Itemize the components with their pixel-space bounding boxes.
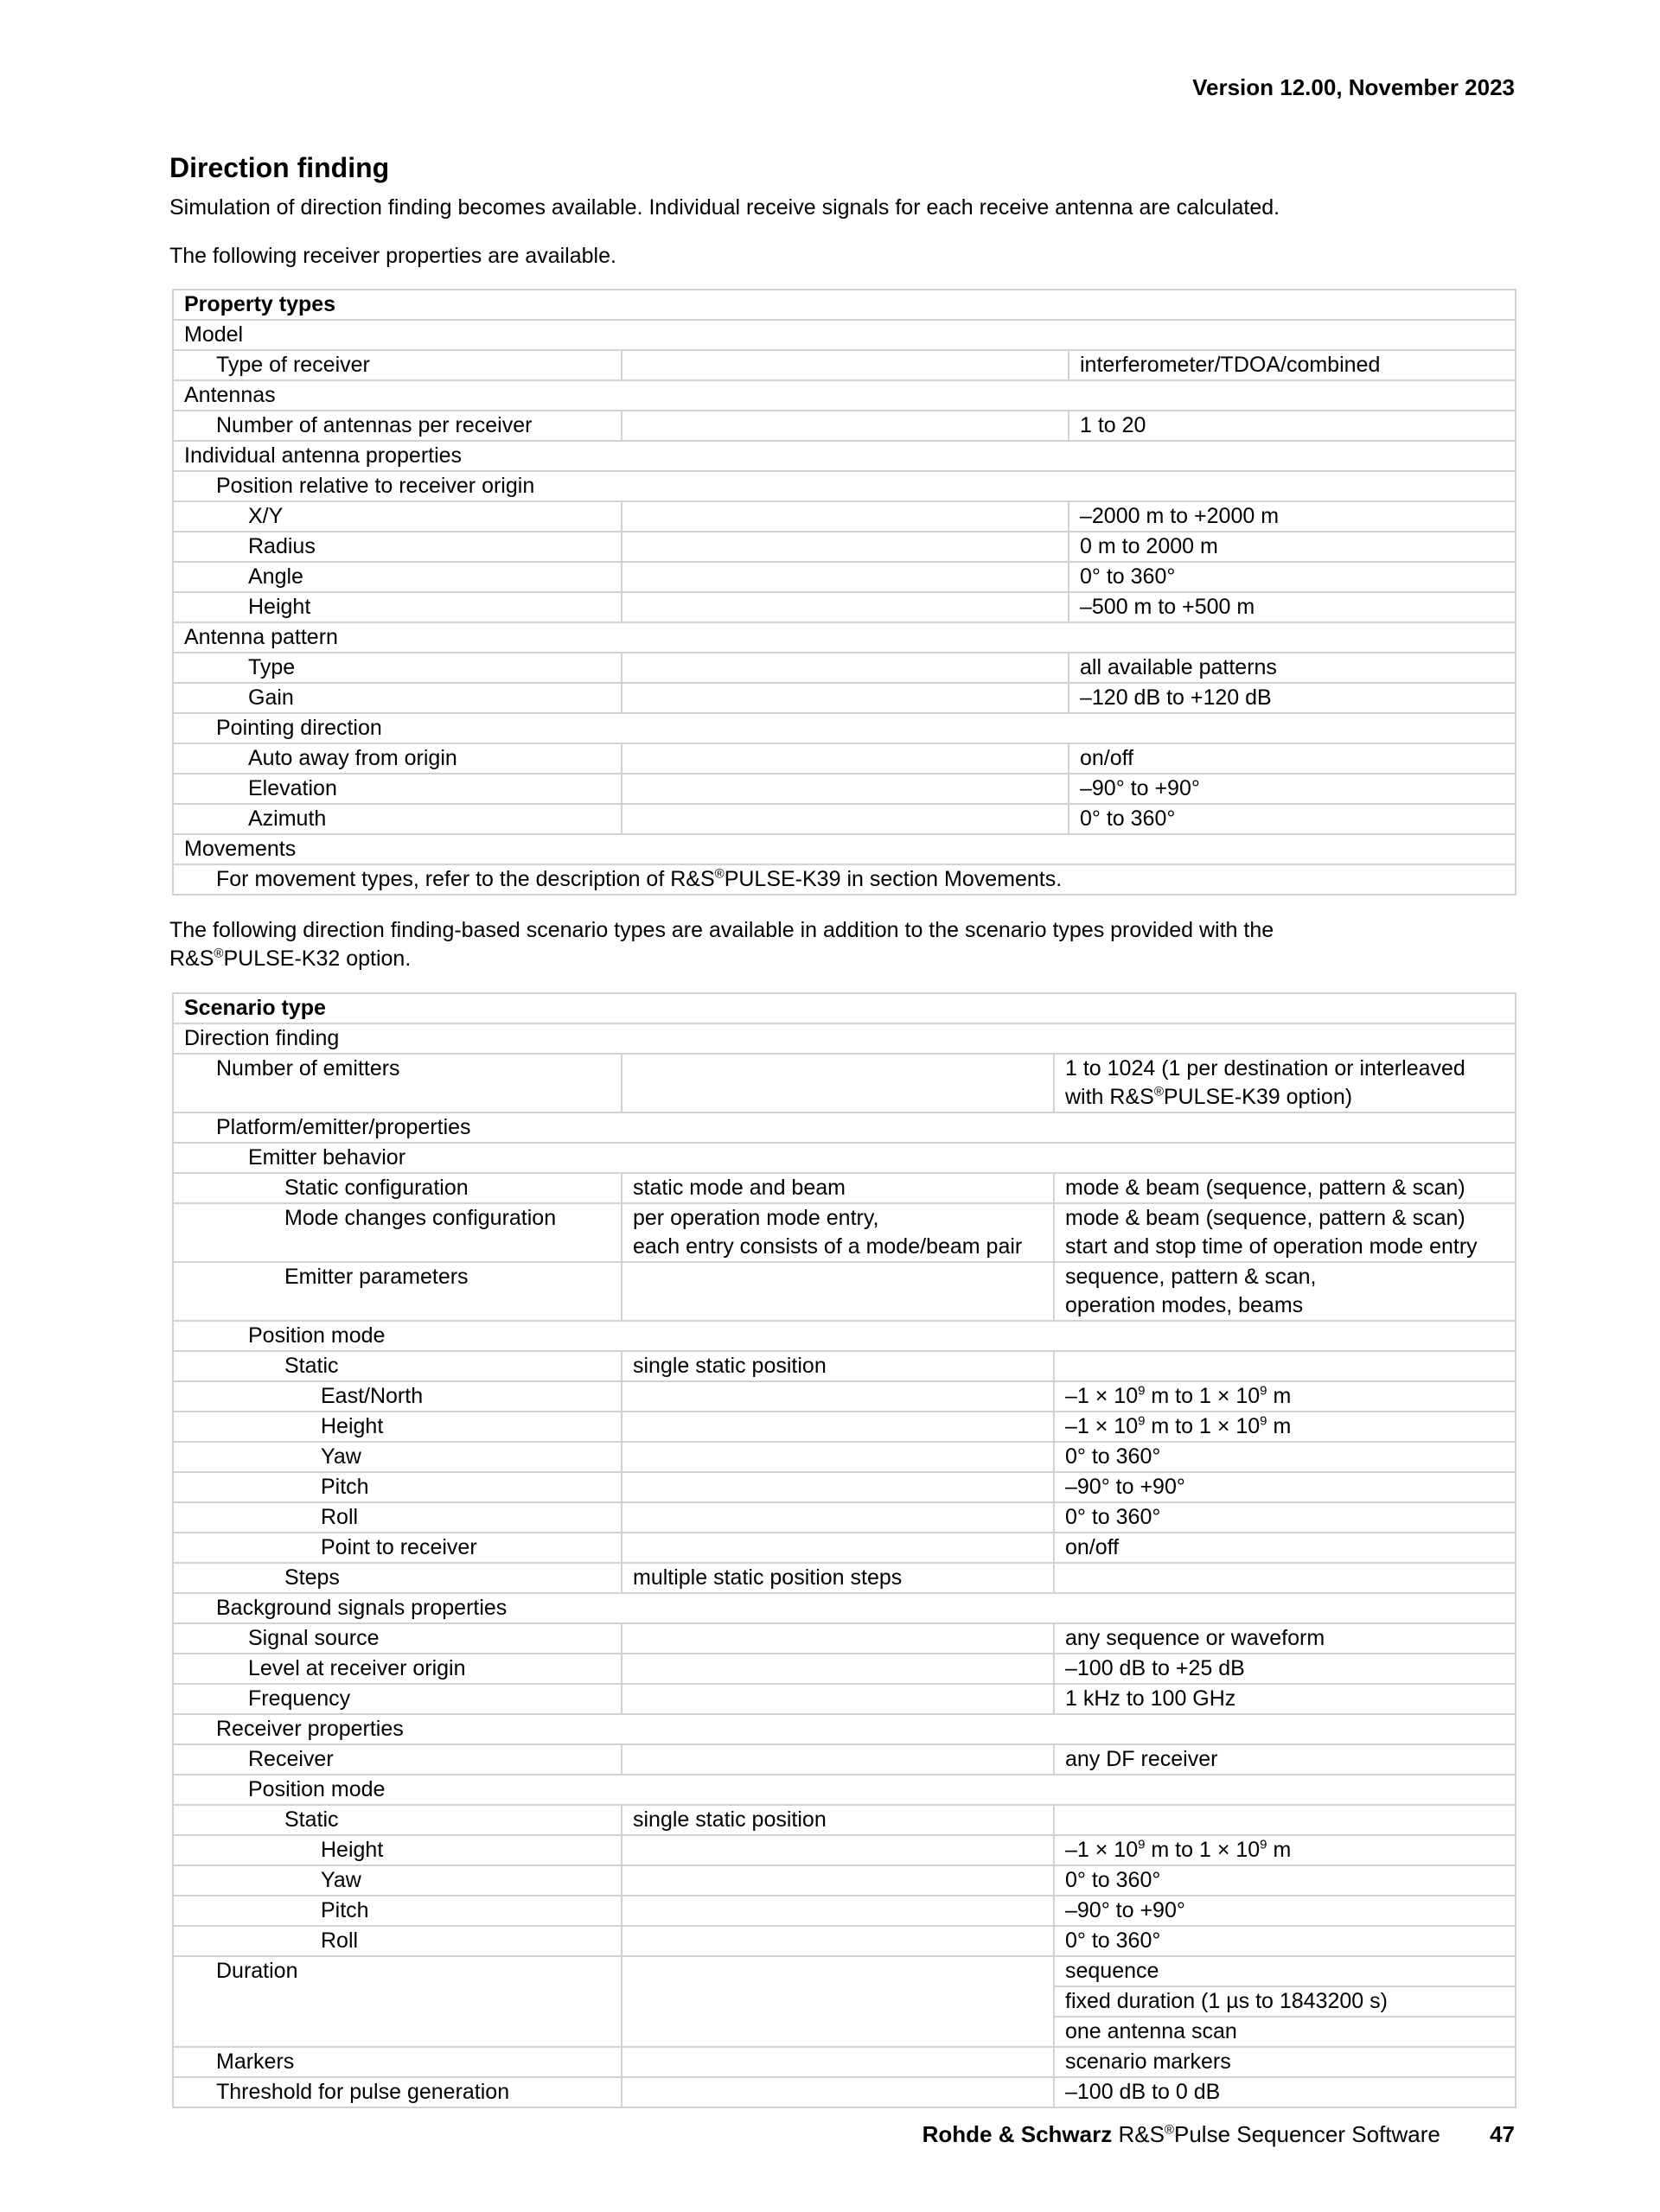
row-mid [622, 351, 1069, 379]
table-row [174, 805, 1516, 835]
table-row [174, 623, 1516, 653]
row-value [1055, 1564, 1516, 1592]
row-value: any sequence or waveform [1055, 1624, 1516, 1653]
row-value: 0° to 360° [1055, 1503, 1516, 1532]
table-row [174, 1927, 1516, 1957]
row-label: Position mode [174, 1322, 1516, 1350]
row-mid [622, 1836, 1055, 1865]
table-row [174, 865, 1516, 896]
row-label: Individual antenna properties [174, 442, 1516, 470]
row-label: Yaw [174, 1443, 622, 1471]
table-row [174, 1775, 1516, 1806]
row-value: 0° to 360° [1055, 1866, 1516, 1895]
row-label: Position relative to receiver origin [174, 472, 1516, 500]
row-label: Duration [174, 1957, 622, 2046]
row-mid [622, 1896, 1055, 1925]
row-value [1055, 1352, 1516, 1380]
row-label: Emitter parameters [174, 1263, 622, 1320]
table-row [174, 1443, 1516, 1473]
table-row [174, 835, 1516, 865]
table-row [174, 1473, 1516, 1503]
version-label: Version 12.00, November 2023 [1192, 74, 1515, 100]
table-row [174, 442, 1516, 472]
table-row [174, 502, 1516, 532]
row-label: Position mode [174, 1775, 1516, 1804]
row-mid [622, 1866, 1055, 1895]
row-label: Type [174, 653, 622, 682]
row-label: Receiver [174, 1745, 622, 1774]
table-row [174, 1564, 1516, 1594]
receiver-intro: The following receiver properties are available. [169, 244, 616, 268]
row-value: –100 dB to +25 dB [1055, 1654, 1516, 1683]
row-value: sequence, pattern & scan, operation modes, beams [1055, 1263, 1516, 1320]
row-label: X/Y [174, 502, 622, 531]
row-value: $-1 \times 10^9$ m to $1 \times 10^9$ m [1055, 1836, 1516, 1865]
row-mid [622, 1055, 1055, 1112]
row-mid [622, 411, 1069, 440]
row-label: Markers [174, 2048, 622, 2076]
footer-brand: Rohde & Schwarz [922, 2121, 1113, 2147]
table-row [174, 1745, 1516, 1775]
row-label: Antenna pattern [174, 623, 1516, 652]
scenario-intro-line-2: R&S®PULSE-K32 option. [169, 946, 412, 971]
row-value: –90° to +90° [1055, 1896, 1516, 1925]
table-row [174, 714, 1516, 744]
row-label: Model [174, 321, 1516, 349]
row-mid: single static position [622, 1806, 1055, 1834]
row-mid [622, 532, 1069, 561]
table-row [174, 1263, 1516, 1322]
row-label: Type of receiver [174, 351, 622, 379]
table-row [174, 1654, 1516, 1685]
row-mid: multiple static position steps [622, 1564, 1055, 1592]
row-mid [622, 563, 1069, 591]
row-label: Threshold for pulse generation [174, 2078, 622, 2107]
row-label: Steps [174, 1564, 622, 1592]
row-label: Pointing direction [174, 714, 1516, 743]
row-mid [622, 805, 1069, 833]
row-label: Number of emitters [174, 1055, 622, 1112]
row-label: Roll [174, 1927, 622, 1955]
row-value: fixed duration (1 µs to 1843200 s) [1055, 1987, 1515, 2018]
table-row [174, 563, 1516, 593]
row-label: Background signals properties [174, 1594, 1516, 1622]
row-value: $-1 \times 10^9$ m to $1 \times 10^9$ m [1055, 1412, 1516, 1441]
row-label: Signal source [174, 1624, 622, 1653]
row-label: Static configuration [174, 1174, 622, 1202]
row-value: 0° to 360° [1069, 805, 1516, 833]
table-row [174, 411, 1516, 442]
footer-product: R&S®Pulse Sequencer Software [1118, 2121, 1440, 2147]
row-value: –90° to +90° [1069, 775, 1516, 803]
table-row [174, 1503, 1516, 1533]
row-mid [622, 502, 1069, 531]
table-row [174, 1412, 1516, 1443]
row-value: on/off [1069, 744, 1516, 773]
table-row [174, 1594, 1516, 1624]
row-value: 1 to 20 [1069, 411, 1516, 440]
row-label: Antennas [174, 381, 1516, 410]
row-label: Height [174, 1412, 622, 1441]
receiver-properties-table [172, 289, 1516, 896]
row-mid [622, 1382, 1055, 1411]
table-row [174, 994, 1516, 1024]
table-row [174, 1204, 1516, 1263]
intro-paragraph: Simulation of direction finding becomes available. Individual receive signals for each receive antenna are calculated. [169, 195, 1280, 220]
table-row [174, 1174, 1516, 1204]
row-label: Mode changes configuration [174, 1204, 622, 1261]
table-row [174, 1685, 1516, 1715]
row-mid [622, 1443, 1055, 1471]
row-mid [622, 1624, 1055, 1653]
row-label: Auto away from origin [174, 744, 622, 773]
table-row [174, 472, 1516, 502]
table-row [174, 1055, 1516, 1113]
page-footer [923, 2121, 1515, 2148]
row-value: 0 m to 2000 m [1069, 532, 1516, 561]
row-mid [622, 744, 1069, 773]
row-label: Platform/emitter/properties [174, 1113, 1516, 1142]
row-label: Gain [174, 684, 622, 712]
scenario-intro [169, 916, 1274, 973]
row-value: –2000 m to +2000 m [1069, 502, 1516, 531]
table-row [174, 2078, 1516, 2108]
row-label: Static [174, 1352, 622, 1380]
row-value: –500 m to +500 m [1069, 593, 1516, 622]
row-mid [622, 2078, 1055, 2107]
table-row [174, 1113, 1516, 1144]
row-mid [622, 1927, 1055, 1955]
row-label: Point to receiver [174, 1533, 622, 1562]
row-value: $-1 \times 10^9$ m to $1 \times 10^9$ m [1055, 1382, 1516, 1411]
row-value: any DF receiver [1055, 1745, 1516, 1774]
table-row [174, 775, 1516, 805]
table-row [174, 1533, 1516, 1564]
row-label: Direction finding [174, 1024, 1516, 1053]
row-label: Radius [174, 532, 622, 561]
row-value: 0° to 360° [1055, 1443, 1516, 1471]
page-number: 47 [1490, 2121, 1515, 2147]
section-title: Direction finding [169, 152, 390, 183]
table-row [174, 351, 1516, 381]
table-row [174, 1382, 1516, 1412]
table-row [174, 290, 1516, 321]
row-label: Emitter behavior [174, 1144, 1516, 1172]
row-value: sequence [1055, 1957, 1515, 1987]
row-mid [622, 1745, 1055, 1774]
table-heading: Scenario type [174, 994, 1516, 1023]
row-mid: static mode and beam [622, 1174, 1055, 1202]
table-heading: Property types [174, 290, 1516, 319]
row-label: Pitch [174, 1896, 622, 1925]
row-mid [622, 1412, 1055, 1441]
row-mid [622, 1533, 1055, 1562]
row-label: Level at receiver origin [174, 1654, 622, 1683]
row-label: Receiver properties [174, 1715, 1516, 1743]
row-label: East/North [174, 1382, 622, 1411]
table-row [174, 2048, 1516, 2078]
row-label: Pitch [174, 1473, 622, 1501]
row-value: –120 dB to +120 dB [1069, 684, 1516, 712]
table-row [174, 1806, 1516, 1836]
table-row [174, 1896, 1516, 1927]
row-label: Roll [174, 1503, 622, 1532]
row-mid [622, 653, 1069, 682]
table-row [174, 684, 1516, 714]
table-row [174, 1715, 1516, 1745]
row-label: Movements [174, 835, 1516, 864]
row-value: 1 kHz to 100 GHz [1055, 1685, 1516, 1713]
row-mid: single static position [622, 1352, 1055, 1380]
table-row [174, 1024, 1516, 1055]
row-value: 1 to 1024 (1 per destination or interleaved with R&S®PULSE-K39 option) [1055, 1055, 1516, 1112]
row-mid [622, 593, 1069, 622]
row-mid [622, 775, 1069, 803]
table-row [174, 381, 1516, 411]
row-label: Number of antennas per receiver [174, 411, 622, 440]
row-mid: per operation mode entry, each entry consists of a mode/beam pair [622, 1204, 1055, 1261]
row-value: mode & beam (sequence, pattern & scan) [1055, 1174, 1516, 1202]
table-row [174, 1866, 1516, 1896]
table-row [174, 1144, 1516, 1174]
row-label: For movement types, refer to the description of R&S®PULSE-K39 in section Movements. [174, 865, 1516, 894]
table-row [174, 653, 1516, 684]
table-row [174, 1352, 1516, 1382]
row-value: interferometer/TDOA/combined [1069, 351, 1516, 379]
row-mid [622, 684, 1069, 712]
row-mid [622, 1685, 1055, 1713]
table-row [174, 1624, 1516, 1654]
table-row [174, 1322, 1516, 1352]
table-row [174, 744, 1516, 775]
row-mid [622, 1957, 1055, 2046]
row-value: all available patterns [1069, 653, 1516, 682]
row-value: mode & beam (sequence, pattern & scan) start and stop time of operation mode entry [1055, 1204, 1516, 1261]
row-mid [622, 1263, 1055, 1320]
table-row [174, 593, 1516, 623]
row-value: –100 dB to 0 dB [1055, 2078, 1516, 2107]
row-label: Frequency [174, 1685, 622, 1713]
row-label: Elevation [174, 775, 622, 803]
row-label: Height [174, 1836, 622, 1865]
table-row [174, 1836, 1516, 1866]
scenario-types-table [172, 992, 1516, 2108]
row-mid [622, 1654, 1055, 1683]
table-row [174, 321, 1516, 351]
row-value: on/off [1055, 1533, 1516, 1562]
row-value-group [1055, 1957, 1516, 2046]
scenario-intro-line-1: The following direction finding-based scenario types are available in addition to the scenario types provided with the [169, 918, 1274, 942]
table-row [174, 532, 1516, 563]
row-value: 0° to 360° [1055, 1927, 1516, 1955]
row-value: one antenna scan [1065, 2019, 1237, 2043]
row-value: scenario markers [1055, 2048, 1516, 2076]
row-label: Static [174, 1806, 622, 1834]
row-mid [622, 1473, 1055, 1501]
row-value: –90° to +90° [1055, 1473, 1516, 1501]
row-label: Azimuth [174, 805, 622, 833]
row-label: Height [174, 593, 622, 622]
row-mid [622, 2048, 1055, 2076]
row-value: 0° to 360° [1069, 563, 1516, 591]
row-mid [622, 1503, 1055, 1532]
row-label: Yaw [174, 1866, 622, 1895]
table-row [174, 1957, 1516, 2048]
row-value [1055, 1806, 1516, 1834]
row-label: Angle [174, 563, 622, 591]
